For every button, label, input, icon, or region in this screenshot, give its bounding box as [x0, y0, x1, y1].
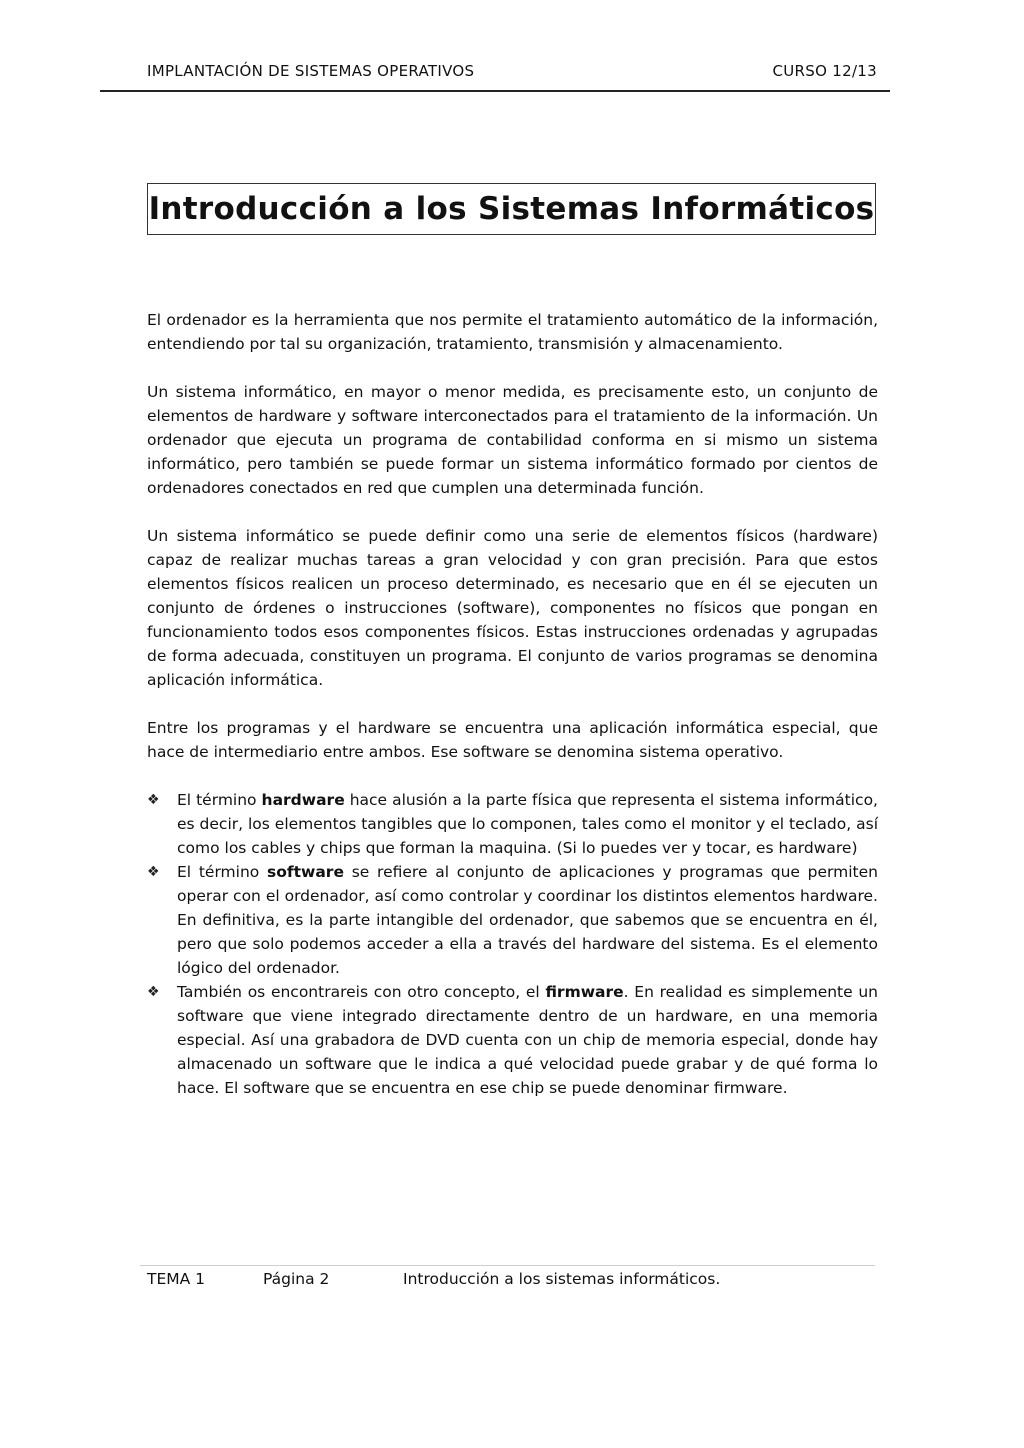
paragraph-operating-system: Entre los programas y el hardware se encuentra una aplicación informática especial, que hace de intermediario entre ambos. Ese software se denomina sistema operativo. — [147, 719, 878, 761]
bullet-text-after: se refiere al conjunto de aplicaciones y programas que permiten operar con el ordenador, así como controlar y coordinar los distintos elementos hardware. En definitiva, es la parte intangible del ordenador, que sabemos que se encuentra en él, pero que solo podemos acceder a ella a través del hardware del sistema. Es el elemento lógico del ordenador. — [177, 863, 878, 977]
footer-page-number: Página 2 — [263, 1270, 330, 1288]
term-software: software — [267, 863, 344, 881]
bullet-text-before: También os encontrareis con otro concepto, el — [177, 983, 546, 1001]
page-title: Introducción a los Sistemas Informáticos — [148, 191, 875, 227]
page-header — [147, 62, 877, 86]
list-item-firmware — [147, 980, 878, 1100]
footer-topic: TEMA 1 — [147, 1270, 206, 1288]
term-firmware: firmware — [545, 983, 624, 1001]
title-box — [147, 183, 876, 235]
header-course-year: CURSO 12/13 — [772, 62, 877, 80]
main-content — [147, 308, 878, 1100]
bullet-text-before: El término — [177, 863, 267, 881]
diamond-bullet-icon: ❖ — [147, 984, 160, 1000]
bullet-text-before: El término — [177, 791, 262, 809]
term-hardware: hardware — [261, 791, 345, 809]
bullet-text-after: hace alusión a la parte física que representa el sistema informático, es decir, los elementos tangibles que lo componen, tales como el monitor y el teclado, así como los cables y chips que forman la maquina. (Si lo puedes ver y tocar, es hardware) — [177, 791, 878, 857]
footer-section-title: Introducción a los sistemas informáticos. — [403, 1270, 721, 1288]
diamond-bullet-icon: ❖ — [147, 792, 160, 808]
list-item-software — [147, 860, 878, 980]
header-divider — [100, 90, 890, 92]
paragraph-system-definition: Un sistema informático, en mayor o menor medida, es precisamente esto, un conjunto de elementos de hardware y software interconectados para el tratamiento de la información. Un ordenador que ejecuta un programa de contabilidad conforma en si mismo un sistema informático, pero también se puede formar un sistema informático formado por cientos de ordenadores conectados en red que cumplen una determinada función. — [147, 383, 878, 497]
header-course-name: IMPLANTACIÓN DE SISTEMAS OPERATIVOS — [147, 62, 475, 80]
bullet-text-after: . En realidad es simplemente un software que viene integrado directamente dentro de un hardware, en una memoria especial. Así una grabadora de DVD cuenta con un chip de memoria especial, donde hay almacenado un software que le indica a qué velocidad puede grabar y de qué forma lo hace. El software que se encuentra en ese chip se puede denominar firmware. — [177, 983, 879, 1097]
paragraph-hardware-software: Un sistema informático se puede definir como una serie de elementos físicos (hardware) capaz de realizar muchas tareas a gran velocidad y con gran precisión. Para que estos elementos físicos realicen un proceso determinado, es necesario que en él se ejecuten un conjunto de órdenes o instrucciones (software), componentes no físicos que pongan en funcionamiento todos esos componentes físicos. Estas instrucciones ordenadas y agrupadas de forma adecuada, constituyen un programa. El conjunto de varios programas se denomina aplicación informática. — [147, 527, 878, 689]
list-item-hardware — [147, 788, 878, 860]
page-footer — [147, 1270, 877, 1294]
definitions-list — [147, 788, 878, 1100]
diamond-bullet-icon: ❖ — [147, 864, 160, 880]
footer-divider — [140, 1265, 875, 1266]
paragraph-intro: El ordenador es la herramienta que nos permite el tratamiento automático de la información, entendiendo por tal su organización, tratamiento, transmisión y almacenamiento. — [147, 311, 878, 353]
